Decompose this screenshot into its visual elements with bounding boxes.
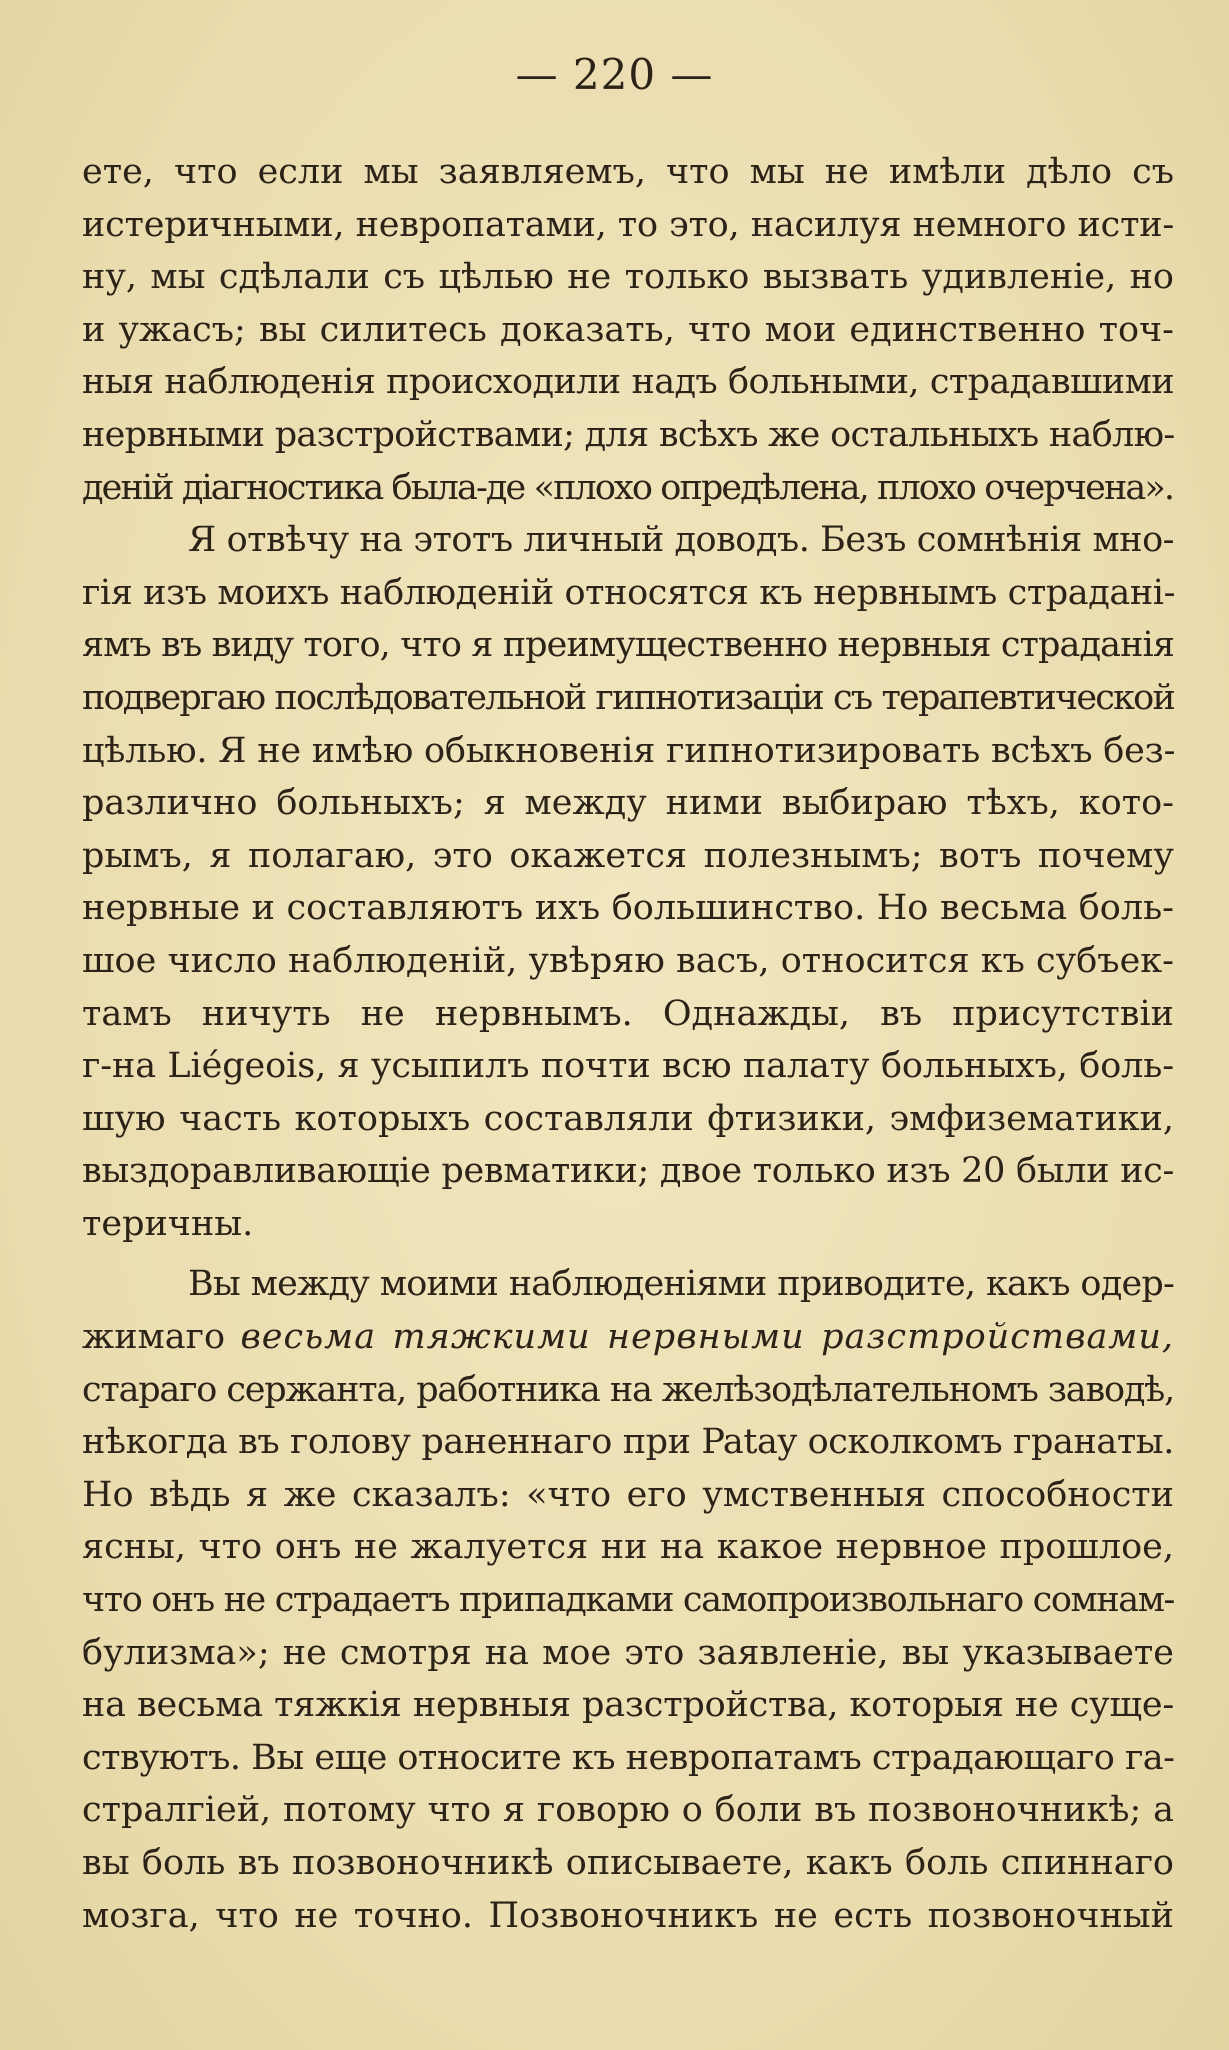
text-line: стараго сержанта, работника на желѣзодѣлательномъ заводѣ, (82, 1369, 1174, 1410)
text-line: нервными разстройствами; для всѣхъ же остальныхъ наблю- (82, 414, 1175, 455)
text-line: теричны. (82, 1203, 254, 1244)
paragraph (82, 1258, 1174, 1942)
text-line: ну, мы сдѣлали съ цѣлью не только вызвать удивленіе, но (82, 257, 1174, 298)
text-line: что онъ не страдаетъ припадками самопроизвольнаго сомнам- (82, 1580, 1174, 1621)
text-line: истеричными, невропатами, то это, насилуя немного исти- (82, 204, 1174, 245)
text-line: шую часть которыхъ составляли фтизики, эмфизематики, (82, 1098, 1174, 1139)
page-number: — 220 — (515, 50, 714, 99)
text-line: различно больныхъ; я между ними выбираю тѣхъ, кото- (82, 783, 1174, 824)
text-line: гія изъ моихъ наблюденій относятся къ нервнымъ страдані- (82, 572, 1176, 613)
text-line: тамъ ничуть не нервнымъ. Однажды, въ присутствіи (82, 993, 1174, 1034)
paragraph (82, 514, 1174, 1250)
text-line: ныя наблюденія происходили надъ больными, страдавшими (82, 362, 1174, 403)
text-line: мозга, что не точно. Позвоночникъ не есть позвоночный (82, 1895, 1174, 1936)
text-line: булизма»; не смотря на мое это заявленіе, вы указываете (82, 1632, 1174, 1673)
text-line: вы боль въ позвоночникѣ описываете, какъ боль спиннаго (82, 1843, 1174, 1883)
page-text (82, 146, 1174, 1942)
text-line: деній діагностика была-де «плохо опредѣлена, плохо очерчена». (82, 467, 1174, 508)
text-fragment: жимаго (82, 1317, 241, 1358)
text-line: ствуютъ. Вы еще относите къ невропатамъ страдающаго га- (82, 1737, 1175, 1778)
paragraph-gap (82, 1250, 1174, 1258)
text-line: стралгіей, потому что я говорю о боли въ позвоночникѣ; а (82, 1790, 1174, 1831)
text-line: Но вѣдь я же сказалъ: «что его умственныя способности (82, 1474, 1174, 1515)
text-line: цѣлью. Я не имѣю обыкновенія гипнотизировать всѣхъ без- (82, 730, 1176, 771)
italic-emphasis: весьма тяжкими нервными разстройствами, (240, 1317, 1174, 1358)
text-line: ясны, что онъ не жалуется ни на какое нервное прошлое, (82, 1527, 1174, 1568)
text-line: нервные и составляютъ ихъ большинство. Но весьма боль- (82, 888, 1174, 929)
text-line: Я отвѣчу на этотъ личный доводъ. Безъ сомнѣнія мно- (188, 520, 1174, 561)
text-line: шое число наблюденій, увѣряю васъ, относится къ субъек- (82, 940, 1174, 981)
text-line: рымъ, я полагаю, это окажется полезнымъ; вотъ почему (82, 835, 1174, 876)
text-line: нѣкогда въ голову раненнаго при Patay осколкомъ гранаты. (82, 1422, 1174, 1463)
text-line: Вы между моими наблюденіями приводите, какъ одер- (188, 1264, 1174, 1305)
text-line: и ужасъ; вы силитесь доказать, что мои единственно точ- (82, 309, 1174, 350)
text-line: выздоравливающіе ревматики; двое только изъ 20 были ис- (82, 1151, 1174, 1192)
paragraph (82, 146, 1174, 514)
text-line-with-italic (82, 1311, 1174, 1364)
text-line: на весьма тяжкія нервныя разстройства, которыя не суще- (82, 1685, 1174, 1726)
text-line: подвергаю послѣдовательной гипнотизаціи съ терапевтической (82, 677, 1174, 718)
text-line: ете, что если мы заявляемъ, что мы не имѣли дѣло съ (82, 152, 1174, 192)
text-line: ямъ въ виду того, что я преимущественно нервныя страданія (82, 625, 1174, 666)
text-line: г-на Liégeois, я усыпилъ почти всю палату больныхъ, боль- (82, 1046, 1174, 1087)
